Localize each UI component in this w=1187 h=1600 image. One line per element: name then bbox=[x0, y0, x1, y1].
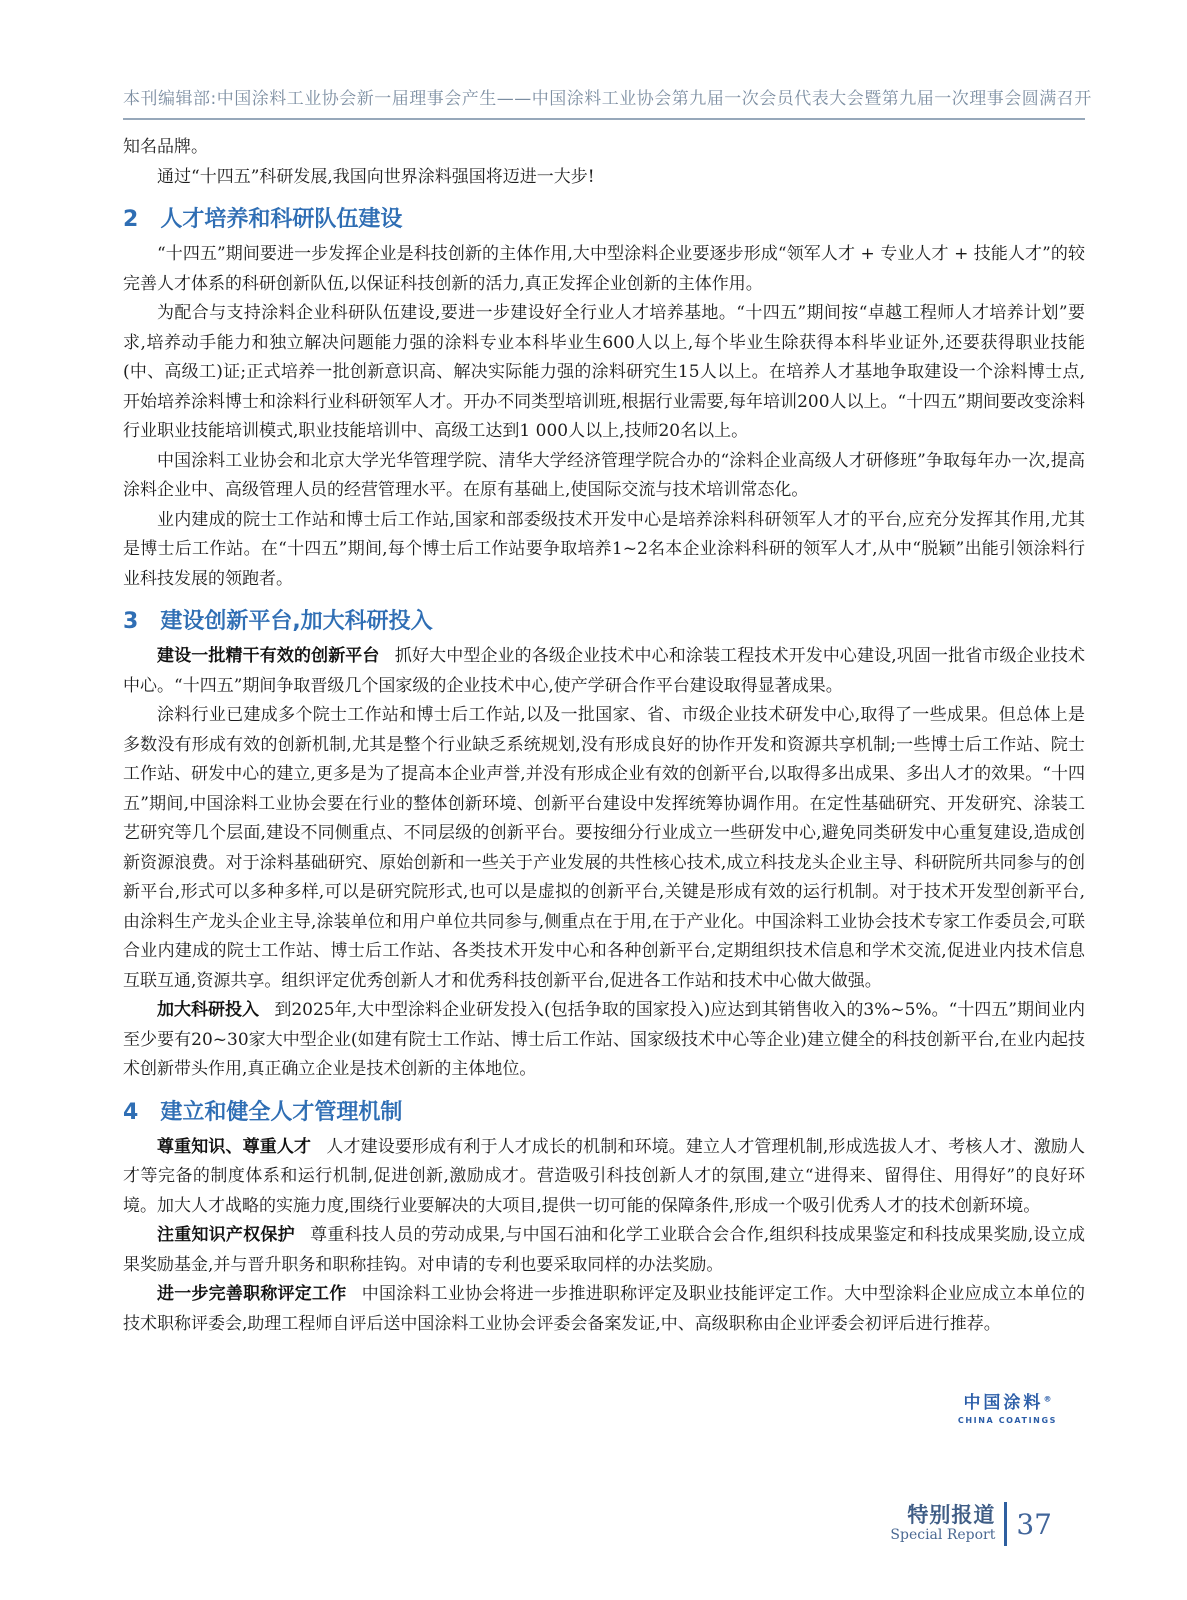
section-heading-3 bbox=[123, 609, 1085, 635]
logo-en-text: CHINA COATINGS bbox=[957, 1415, 1057, 1425]
running-head: 本刊编辑部:中国涂料工业协会新一届理事会产生——中国涂料工业协会第九届一次会员代表大会暨第九届一次理事会圆满召开 bbox=[123, 84, 1085, 120]
footer-labels bbox=[890, 1504, 995, 1544]
section-title: 建设创新平台,加大科研投入 bbox=[160, 609, 433, 634]
paragraph-lead: 注重知识产权保护 bbox=[157, 1225, 295, 1245]
paragraph-text: 到2025年,大中型涂料企业研发投入(包括争取的国家投入)应达到其销售收入的3%~5%。“十四五”期间业内至少要有20~30家大中型企业(如建有院士工作站、博士后工作站、国家级技术中心等企业)建立健全的科技创新平台,在业内起技术创新带头作用,真正确立企业是技术创新的主体地位。 bbox=[123, 1000, 1086, 1079]
paragraph bbox=[123, 996, 1085, 1085]
paragraph: 通过“十四五”科研发展,我国向世界涂料强国将迈进一大步! bbox=[157, 166, 595, 187]
footer-divider bbox=[1004, 1502, 1007, 1546]
section-title: 人才培养和科研队伍建设 bbox=[160, 207, 403, 232]
footer-section-marker bbox=[890, 1502, 1052, 1546]
page-content bbox=[123, 84, 1092, 1339]
china-coatings-logo bbox=[958, 1394, 1057, 1425]
registered-trademark-icon: ® bbox=[1043, 1394, 1052, 1404]
paragraph bbox=[123, 1221, 1085, 1280]
paragraph-text: 抓好大中型企业的各级企业技术中心和涂装工程技术开发中心建设,巩固一批省市级企业技术中心。“十四五”期间争取晋级几个国家级的企业技术中心,使产学研合作平台建设取得显著成果。 bbox=[123, 646, 1085, 696]
paragraph-lead: 尊重知识、尊重人才 bbox=[157, 1136, 312, 1157]
paragraph-text: 尊重科技人员的劳动成果,与中国石油和化学工业联合会合作,组织科技成果鉴定和科技成果奖励,设立成果奖励基金,并与晋升职务和职称挂钩。对申请的专利也要采取同样的办法奖励。 bbox=[123, 1225, 1086, 1275]
logo-cn-label: 中国涂料 bbox=[963, 1393, 1044, 1413]
paragraph-text: 中国涂料工业协会将进一步推进职称评定及职业技能评定工作。大中型涂料企业应成立本单位的技术职称评委会,助理工程师自评后送中国涂料工业协会评委会备案发证,中、高级职称由企业评委会初评后进行推荐。 bbox=[123, 1284, 1086, 1334]
paragraph bbox=[123, 642, 1085, 701]
paragraph bbox=[123, 1133, 1085, 1222]
paragraph-lead: 加大科研投入 bbox=[157, 1000, 260, 1020]
logo-cn-text bbox=[958, 1394, 1057, 1414]
section-heading-2 bbox=[123, 207, 1085, 233]
footer-section-cn: 特别报道 bbox=[907, 1503, 996, 1527]
paragraph bbox=[123, 1280, 1085, 1339]
paragraph: 为配合与支持涂料企业科研队伍建设,要进一步建设好全行业人才培养基地。“十四五”期间按“卓越工程师人才培养计划”要求,培养动手能力和独立解决问题能力强的涂料专业本科毕业生600人以上,每个毕业生除获得本科毕业证外,还要获得职业技能(中、高级工)证;正式培养一批创新意识高、解决实际能力强的涂料研究生15人以上。在培养人才基地争取建设一个涂料博士点,开始培养涂料博士和涂料行业科研领军人才。开办不同类型培训班,根据行业需要,每年培训200人以上。“十四五”期间要改变涂料行业职业技能培训模式,职业技能培训中、高级工达到1 000人以上,技师20名以上。 bbox=[123, 303, 1085, 441]
paragraph: 知名品牌。 bbox=[123, 137, 208, 157]
section-title: 建立和健全人才管理机制 bbox=[160, 1099, 403, 1125]
paragraph: 涂料行业已建成多个院士工作站和博士后工作站,以及一批国家、省、市级企业技术研发中心,取得了一些成果。但总体上是多数没有形成有效的创新机制,尤其是整个行业缺乏系统规划,没有形成良好的协作开发和资源共享机制;一些博士后工作站、院士工作站、研发中心的建立,更多是为了提高本企业声誉,并没有形成企业有效的创新平台,以取得多出成果、多出人才的效果。“十四五”期间,中国涂料工业协会要在行业的整体创新环境、创新平台建设中发挥统筹协调作用。在定性基础研究、开发研究、涂装工艺研究等几个层面,建设不同侧重点、不同层级的创新平台。要按细分行业成立一些研发中心,避免同类研发中心重复建设,造成创新资源浪费。对于涂料基础研究、原始创新和一些关于产业发展的共性核心技术,成立科技龙头企业主导、科研院所共同参与的创新平台,形式可以多种多样,可以是研究院形式,也可以是虚拟的创新平台,关键是形成有效的运行机制。对于技术开发型创新平台,由涂料生产龙头企业主导,涂装单位和用户单位共同参与,侧重点在于用,在于产业化。中国涂料工业协会技术专家工作委员会,可联合业内建成的院士工作站、博士后工作站、各类技术开发中心和各种创新平台,定期组织技术信息和学术交流,促进业内技术信息互联互通,资源共享。组织评定优秀创新人才和优秀科技创新平台,促进各工作站和技术中心做大做强。 bbox=[123, 705, 1085, 991]
paragraph-lead: 建设一批精干有效的创新平台 bbox=[157, 646, 380, 666]
paragraph-text: 人才建设要形成有利于人才成长的机制和环境。建立人才管理机制,形成选拔人才、考核人才、激励人才等完备的制度体系和运行机制,促进创新,激励成才。营造吸引科技创新人才的氛围,建立“进得来、留得住、用得好”的良好环境。加大人才战略的实施力度,围绕行业要解决的大项目,提供一切可能的保障条件,形成一个吸引优秀人才的技术创新环境。 bbox=[123, 1136, 1086, 1216]
paragraph: 业内建成的院士工作站和博士后工作站,国家和部委级技术开发中心是培养涂料科研领军人才的平台,应充分发挥其作用,尤其是博士后工作站。在“十四五”期间,每个博士后工作站要争取培养1~2名本企业涂料科研的领军人才,从中“脱颖”出能引领涂料行业科技发展的领跑者。 bbox=[123, 509, 1085, 589]
footer-section-en: Special Report bbox=[890, 1527, 996, 1543]
page-number: 37 bbox=[1016, 1507, 1052, 1541]
section-number: 3 bbox=[123, 609, 139, 634]
section-number: 2 bbox=[123, 207, 139, 232]
section-number: 4 bbox=[123, 1099, 139, 1125]
paragraph-lead: 进一步完善职称评定工作 bbox=[157, 1284, 347, 1304]
paragraph: 中国涂料工业协会和北京大学光华管理学院、清华大学经济管理学院合办的“涂料企业高级人才研修班”争取每年办一次,提高涂料企业中、高级管理人员的经营管理水平。在原有基础上,使国际交流与技术培训常态化。 bbox=[123, 450, 1085, 500]
section-heading-4 bbox=[123, 1100, 1085, 1126]
paragraph: “十四五”期间要进一步发挥企业是科技创新的主体作用,大中型涂料企业要逐步形成“领军人才 + 专业人才 + 技能人才”的较完善人才体系的科研创新队伍,以保证科技创新的活力,真正发挥企业创新的主体作用。 bbox=[123, 244, 1085, 294]
